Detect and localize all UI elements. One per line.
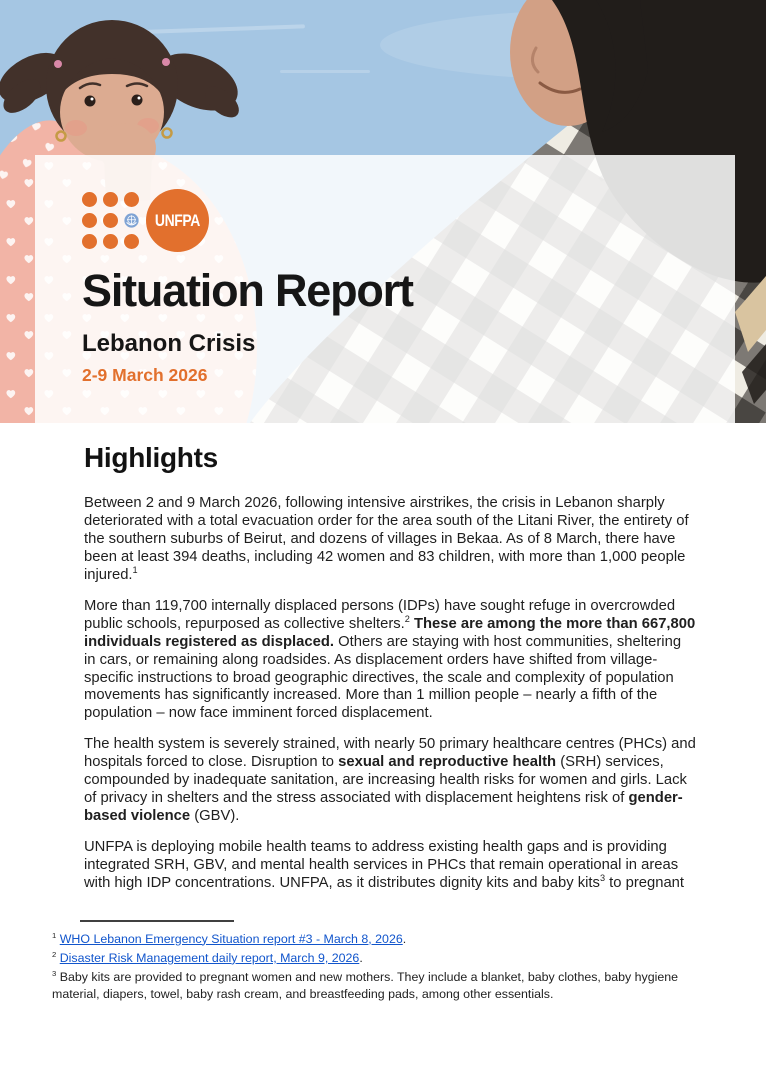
- unfpa-logo: [82, 192, 735, 249]
- text-segment: The health system is severely strained, with nearly 50 primary healthcare centres (PHCs) and hospitals forced to close. Disruption to: [84, 736, 696, 771]
- logo-dot: [124, 234, 139, 249]
- logo-dot: [82, 213, 97, 228]
- footnote-marker: 2: [52, 949, 57, 959]
- footnote-link[interactable]: Disaster Risk Management daily report, March 9, 2026: [59, 950, 360, 965]
- text-segment: These are among the more than 667,800 individuals registered as displaced.: [84, 615, 696, 650]
- unfpa-logo-text: UNFPA: [155, 210, 200, 230]
- logo-dot: [82, 192, 97, 207]
- text-segment: gender-based violence: [84, 789, 683, 824]
- footnote-marker: 1: [52, 930, 57, 940]
- text-segment: Baby kits are provided to pregnant women and new mothers. They include a blanket, baby clothes, baby hygiene material, diapers, towel, baby rash cream, and breastfeeding pads, among other essentials.: [52, 970, 679, 1001]
- report-date: 2-9 March 2026: [82, 365, 208, 386]
- footnote-ref: 1: [132, 565, 138, 576]
- report-title: Situation Report: [82, 265, 413, 316]
- paragraph: [84, 839, 696, 893]
- footnote-ref: 2: [404, 613, 410, 624]
- text-segment: to pregnant: [605, 874, 685, 891]
- footnotes: [52, 920, 700, 1003]
- footnote: [52, 931, 700, 947]
- footnote: [52, 969, 700, 1002]
- footnote-separator: [80, 920, 234, 922]
- overlay-card: [35, 155, 735, 423]
- paragraph: [84, 736, 696, 826]
- footnote-ref: 3: [599, 872, 606, 883]
- text-segment: (SRH) services, compounded by inadequate sanitation, are increasing health risks for women and girls. Lack of privacy in shelters and the stress associated with displacement heightens risk of: [84, 754, 687, 806]
- logo-dot: [82, 234, 97, 249]
- footnote-marker: 3: [52, 969, 57, 979]
- report-subtitle: Lebanon Crisis: [82, 330, 256, 357]
- logo-dot: [103, 213, 118, 228]
- text-segment: .: [402, 931, 407, 946]
- un-emblem-icon: [124, 213, 139, 228]
- logo-dots: [82, 192, 139, 249]
- footnote-link[interactable]: WHO Lebanon Emergency Situation report #3 - March 8, 2026: [59, 931, 403, 946]
- text-segment: (GBV).: [190, 807, 240, 824]
- text-segment: More than 119,700 internally displaced persons (IDPs) have sought refuge in overcrowded public schools, repurposed as collective shelters.: [84, 597, 676, 632]
- text-segment: .: [359, 950, 363, 965]
- logo-dot: [103, 192, 118, 207]
- text-segment: Others are staying with host communities, sheltering in cars, or remaining along roadsides. As displacement orders have shifted from village-specific instructions to broad geographic directives, the scale and complexity of population movements has significantly increased. More than 1 million people – nearly a fifth of the population – now face imminent forced displacement.: [84, 633, 682, 722]
- text-segment: Between 2 and 9 March 2026, following intensive airstrikes, the crisis in Lebanon sharply deteriorated with a total evacuation order for the area south of the Litani River, the entirety of the southern suburbs of Beirut, and dozens of villages in Bekaa. As of 8 March, there have been at least 394 deaths, including 42 women and 83 children, with more than 1,000 people injured.: [84, 495, 689, 584]
- section-heading-highlights: Highlights: [84, 442, 218, 473]
- logo-dot: [124, 192, 139, 207]
- logo-dot: [103, 234, 118, 249]
- paragraphs: [84, 495, 696, 892]
- unfpa-logo-circle: [146, 189, 209, 252]
- text-segment: sexual and reproductive health: [338, 754, 557, 771]
- text-segment: UNFPA is deploying mobile health teams to address existing health gaps and is providing integrated SRH, GBV, and mental health services in PHCs that remain operational in areas with high IDP concentrations. UNFPA, as it distributes dignity kits and baby kits: [84, 838, 679, 891]
- paragraph: [84, 598, 696, 723]
- paragraph: [84, 495, 696, 585]
- footnote-list: [52, 931, 700, 1003]
- article: [0, 423, 766, 1002]
- footnote: [52, 950, 700, 966]
- header-photo: [0, 0, 766, 423]
